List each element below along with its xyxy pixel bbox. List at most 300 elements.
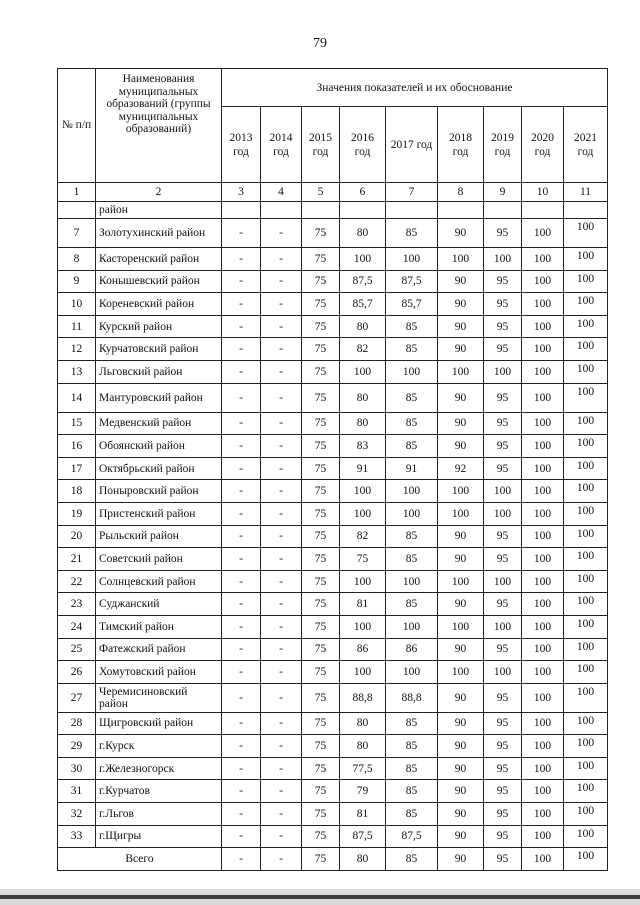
value-cell: 88,8 — [340, 683, 386, 712]
table-row — [58, 248, 608, 271]
value-cell: - — [261, 780, 302, 803]
value-cell: 100 — [386, 661, 438, 684]
value-cell: 95 — [484, 412, 522, 435]
value-cell: 100 — [564, 315, 608, 338]
row-number: 11 — [58, 315, 96, 338]
value-cell: 100 — [564, 480, 608, 503]
value-cell: - — [261, 412, 302, 435]
row-number: 19 — [58, 502, 96, 525]
header-year: 2020 год — [522, 107, 564, 183]
value-cell: - — [261, 248, 302, 271]
value-cell: 100 — [438, 661, 484, 684]
value-cell: 100 — [522, 248, 564, 271]
municipality-name: Пристенский район — [96, 502, 222, 525]
value-cell: 100 — [564, 360, 608, 383]
value-cell: 75 — [340, 548, 386, 571]
value-cell: 100 — [522, 593, 564, 616]
value-cell: 90 — [438, 293, 484, 316]
row-number: 23 — [58, 593, 96, 616]
value-cell: 90 — [438, 757, 484, 780]
value-cell: 82 — [340, 525, 386, 548]
value-cell: 85 — [386, 412, 438, 435]
row-number: 20 — [58, 525, 96, 548]
value-cell: 100 — [564, 293, 608, 316]
value-cell: - — [222, 502, 261, 525]
row-number: 24 — [58, 615, 96, 638]
column-number: 11 — [564, 183, 608, 202]
value-cell: - — [222, 270, 261, 293]
table-row — [58, 502, 608, 525]
value-cell: 100 — [386, 480, 438, 503]
continuation-name-cell: район — [96, 202, 222, 219]
value-cell: 100 — [522, 638, 564, 661]
value-cell: 75 — [302, 548, 340, 571]
row-number: 18 — [58, 480, 96, 503]
value-cell: 100 — [522, 712, 564, 735]
table-row — [58, 412, 608, 435]
value-cell: - — [222, 219, 261, 248]
value-cell: 100 — [522, 570, 564, 593]
table-row — [58, 315, 608, 338]
value-cell: - — [261, 270, 302, 293]
value-cell: 100 — [340, 661, 386, 684]
value-cell: - — [222, 570, 261, 593]
total-label: Всего — [58, 848, 222, 871]
value-cell: 100 — [564, 712, 608, 735]
value-cell: 85 — [386, 803, 438, 826]
value-cell: 100 — [522, 548, 564, 571]
value-cell: - — [222, 248, 261, 271]
table-row — [58, 803, 608, 826]
value-cell: 75 — [302, 615, 340, 638]
municipality-name: Касторенский район — [96, 248, 222, 271]
value-cell: - — [261, 638, 302, 661]
table-row — [58, 593, 608, 616]
header-num: № п/п — [58, 69, 96, 183]
value-cell: 75 — [302, 525, 340, 548]
value-cell: - — [261, 435, 302, 458]
value-cell: - — [222, 803, 261, 826]
column-number: 8 — [438, 183, 484, 202]
value-cell: 100 — [522, 615, 564, 638]
row-number: 15 — [58, 412, 96, 435]
value-cell: - — [261, 383, 302, 412]
value-cell: 100 — [564, 661, 608, 684]
header-year: 2015 год — [302, 107, 340, 183]
value-cell: - — [222, 293, 261, 316]
value-cell: 100 — [340, 360, 386, 383]
value-cell: - — [261, 293, 302, 316]
row-number: 21 — [58, 548, 96, 571]
value-cell: 100 — [564, 219, 608, 248]
value-cell: 75 — [302, 480, 340, 503]
value-cell: 95 — [484, 780, 522, 803]
value-cell: 95 — [484, 825, 522, 848]
value-cell: - — [261, 712, 302, 735]
value-cell: 85 — [386, 593, 438, 616]
value-cell: 85 — [386, 219, 438, 248]
table-row — [58, 219, 608, 248]
total-row — [58, 848, 608, 871]
municipality-name: Поныровский район — [96, 480, 222, 503]
table-row — [58, 735, 608, 758]
value-cell: 100 — [564, 825, 608, 848]
value-cell: - — [222, 525, 261, 548]
value-cell: 90 — [438, 435, 484, 458]
value-cell: 90 — [438, 548, 484, 571]
value-cell: - — [261, 735, 302, 758]
value-cell: 75 — [302, 502, 340, 525]
row-number: 26 — [58, 661, 96, 684]
value-cell: 100 — [340, 480, 386, 503]
value-cell: 100 — [438, 360, 484, 383]
value-cell: 85 — [386, 757, 438, 780]
table-row — [58, 270, 608, 293]
value-cell: 75 — [302, 593, 340, 616]
total-value-cell: 90 — [438, 848, 484, 871]
row-number: 22 — [58, 570, 96, 593]
value-cell: 95 — [484, 593, 522, 616]
table-row — [58, 615, 608, 638]
value-cell: - — [222, 383, 261, 412]
value-cell: 90 — [438, 593, 484, 616]
value-cell: 100 — [564, 338, 608, 361]
value-cell: 100 — [522, 480, 564, 503]
value-cell: 85 — [386, 525, 438, 548]
row-number: 14 — [58, 383, 96, 412]
value-cell: 90 — [438, 270, 484, 293]
header-year: 2017 год — [386, 107, 438, 183]
value-cell: 75 — [302, 457, 340, 480]
value-cell: 91 — [386, 457, 438, 480]
value-cell: 85,7 — [386, 293, 438, 316]
header-name: Наименования муниципальных образований (группы муниципальных образований) — [96, 69, 222, 183]
value-cell: 100 — [522, 338, 564, 361]
value-cell: 100 — [522, 360, 564, 383]
value-cell: 85 — [386, 435, 438, 458]
municipality-name: Фатежский район — [96, 638, 222, 661]
page-number: 79 — [313, 36, 327, 51]
continuation-num-cell — [58, 202, 96, 219]
value-cell: 100 — [386, 248, 438, 271]
value-cell: 100 — [522, 780, 564, 803]
value-cell: 95 — [484, 435, 522, 458]
value-cell: 90 — [438, 803, 484, 826]
value-cell: 85 — [386, 338, 438, 361]
municipality-name: г.Железногорск — [96, 757, 222, 780]
value-cell: - — [261, 570, 302, 593]
total-value-cell: 80 — [340, 848, 386, 871]
value-cell: - — [222, 412, 261, 435]
value-cell: 100 — [484, 248, 522, 271]
value-cell: - — [222, 780, 261, 803]
value-cell: - — [222, 593, 261, 616]
value-cell: 90 — [438, 683, 484, 712]
value-cell: 100 — [438, 502, 484, 525]
value-cell: 80 — [340, 735, 386, 758]
value-cell: - — [222, 480, 261, 503]
value-cell: 87,5 — [386, 825, 438, 848]
value-cell: - — [261, 548, 302, 571]
municipality-name: г.Щигры — [96, 825, 222, 848]
value-cell: 100 — [522, 219, 564, 248]
table-row — [58, 457, 608, 480]
value-cell: 85,7 — [340, 293, 386, 316]
row-number: 25 — [58, 638, 96, 661]
value-cell: 100 — [522, 683, 564, 712]
value-cell: 100 — [522, 757, 564, 780]
value-cell: 100 — [340, 502, 386, 525]
municipality-name: Курский район — [96, 315, 222, 338]
table-row — [58, 293, 608, 316]
value-cell: - — [261, 593, 302, 616]
value-cell: 82 — [340, 338, 386, 361]
value-cell: - — [222, 457, 261, 480]
table-row — [58, 338, 608, 361]
value-cell: - — [222, 712, 261, 735]
value-cell: 100 — [484, 661, 522, 684]
value-cell: - — [222, 638, 261, 661]
value-cell: 100 — [484, 615, 522, 638]
value-cell: 75 — [302, 360, 340, 383]
municipality-name: Суджанский — [96, 593, 222, 616]
total-value-cell: 85 — [386, 848, 438, 871]
value-cell: 100 — [522, 661, 564, 684]
value-cell: 80 — [340, 315, 386, 338]
table-row — [58, 825, 608, 848]
value-cell: 100 — [564, 735, 608, 758]
value-cell: 100 — [386, 570, 438, 593]
value-cell: - — [261, 315, 302, 338]
row-number: 17 — [58, 457, 96, 480]
value-cell: 87,5 — [340, 270, 386, 293]
value-cell: 100 — [340, 248, 386, 271]
value-cell: 90 — [438, 735, 484, 758]
value-cell: - — [261, 457, 302, 480]
value-cell: 90 — [438, 383, 484, 412]
value-cell: 80 — [340, 219, 386, 248]
header-year: 2016 год — [340, 107, 386, 183]
value-cell: 75 — [302, 683, 340, 712]
value-cell: 90 — [438, 412, 484, 435]
value-cell: - — [222, 683, 261, 712]
value-cell: 86 — [340, 638, 386, 661]
value-cell: 100 — [386, 502, 438, 525]
header-year: 2013 год — [222, 107, 261, 183]
municipality-name: Обоянский район — [96, 435, 222, 458]
table-row — [58, 383, 608, 412]
municipality-name: Медвенский район — [96, 412, 222, 435]
value-cell: - — [222, 757, 261, 780]
row-number: 13 — [58, 360, 96, 383]
row-number: 8 — [58, 248, 96, 271]
row-number: 16 — [58, 435, 96, 458]
value-cell: - — [261, 480, 302, 503]
table-row — [58, 525, 608, 548]
value-cell: 100 — [522, 270, 564, 293]
value-cell: 90 — [438, 780, 484, 803]
value-cell: 100 — [522, 412, 564, 435]
value-cell: 100 — [522, 383, 564, 412]
value-cell: - — [222, 338, 261, 361]
value-cell: 75 — [302, 803, 340, 826]
value-cell: 90 — [438, 315, 484, 338]
value-cell: 90 — [438, 219, 484, 248]
column-number: 4 — [261, 183, 302, 202]
value-cell: 80 — [340, 383, 386, 412]
value-cell: 100 — [484, 570, 522, 593]
value-cell: 100 — [564, 525, 608, 548]
value-cell: - — [222, 548, 261, 571]
value-cell: 100 — [564, 683, 608, 712]
value-cell: 85 — [386, 735, 438, 758]
row-number: 31 — [58, 780, 96, 803]
value-cell: - — [261, 360, 302, 383]
value-cell: 75 — [302, 338, 340, 361]
row-number: 7 — [58, 219, 96, 248]
row-number: 12 — [58, 338, 96, 361]
scan-bottom-line — [0, 895, 640, 899]
value-cell: - — [261, 338, 302, 361]
municipality-name: Мантуровский район — [96, 383, 222, 412]
row-number: 10 — [58, 293, 96, 316]
total-value-cell: - — [261, 848, 302, 871]
municipality-name: Черемисиновский район — [96, 683, 222, 712]
column-number: 6 — [340, 183, 386, 202]
value-cell: 95 — [484, 219, 522, 248]
value-cell: 100 — [564, 570, 608, 593]
table-row — [58, 712, 608, 735]
value-cell: 95 — [484, 548, 522, 571]
value-cell: 85 — [386, 712, 438, 735]
header-year: 2014 год — [261, 107, 302, 183]
value-cell: 95 — [484, 315, 522, 338]
value-cell: - — [261, 502, 302, 525]
value-cell: 75 — [302, 270, 340, 293]
value-cell: 100 — [522, 525, 564, 548]
value-cell: 100 — [438, 615, 484, 638]
municipality-name: Октябрьский район — [96, 457, 222, 480]
value-cell: 95 — [484, 457, 522, 480]
header-year: 2019 год — [484, 107, 522, 183]
value-cell: 95 — [484, 525, 522, 548]
municipality-name: Кореневский район — [96, 293, 222, 316]
value-cell: 95 — [484, 712, 522, 735]
column-number: 7 — [386, 183, 438, 202]
value-cell: 100 — [340, 615, 386, 638]
total-value-cell: 100 — [522, 848, 564, 871]
column-number: 5 — [302, 183, 340, 202]
value-cell: 100 — [522, 825, 564, 848]
municipality-name: Рыльский район — [96, 525, 222, 548]
value-cell: 91 — [340, 457, 386, 480]
municipality-name: г.Льгов — [96, 803, 222, 826]
value-cell: 100 — [564, 780, 608, 803]
value-cell: 100 — [564, 435, 608, 458]
value-cell: 81 — [340, 803, 386, 826]
value-cell: 75 — [302, 638, 340, 661]
value-cell: 75 — [302, 735, 340, 758]
value-cell: 95 — [484, 383, 522, 412]
value-cell: 75 — [302, 315, 340, 338]
value-cell: - — [261, 525, 302, 548]
value-cell: 75 — [302, 383, 340, 412]
value-cell: 100 — [438, 248, 484, 271]
row-number: 33 — [58, 825, 96, 848]
value-cell: 100 — [564, 502, 608, 525]
column-number: 3 — [222, 183, 261, 202]
table-row — [58, 570, 608, 593]
value-cell: 100 — [564, 615, 608, 638]
value-cell: 100 — [484, 502, 522, 525]
value-cell: - — [261, 825, 302, 848]
column-number: 9 — [484, 183, 522, 202]
municipality-name: Курчатовский район — [96, 338, 222, 361]
municipality-name: Льговский район — [96, 360, 222, 383]
value-cell: - — [261, 661, 302, 684]
value-cell: 77,5 — [340, 757, 386, 780]
value-cell: 75 — [302, 825, 340, 848]
value-cell: 100 — [340, 570, 386, 593]
total-value-cell: 95 — [484, 848, 522, 871]
value-cell: 88,8 — [386, 683, 438, 712]
value-cell: 100 — [564, 548, 608, 571]
value-cell: 100 — [386, 615, 438, 638]
value-cell: 100 — [564, 638, 608, 661]
header-year: 2021 год — [564, 107, 608, 183]
value-cell: - — [222, 315, 261, 338]
value-cell: 100 — [564, 412, 608, 435]
table-row — [58, 683, 608, 712]
indicator-table — [57, 68, 608, 871]
value-cell: 100 — [564, 270, 608, 293]
value-cell: 75 — [302, 661, 340, 684]
row-number: 27 — [58, 683, 96, 712]
municipality-name: Золотухинский район — [96, 219, 222, 248]
value-cell: 100 — [522, 315, 564, 338]
value-cell: 75 — [302, 712, 340, 735]
table-row — [58, 360, 608, 383]
value-cell: 100 — [522, 293, 564, 316]
row-number: 32 — [58, 803, 96, 826]
municipality-name: Хомутовский район — [96, 661, 222, 684]
value-cell: 90 — [438, 825, 484, 848]
value-cell: 80 — [340, 412, 386, 435]
value-cell: 85 — [386, 315, 438, 338]
value-cell: 100 — [386, 360, 438, 383]
municipality-name: Тимский район — [96, 615, 222, 638]
value-cell: 95 — [484, 293, 522, 316]
total-value-cell: 100 — [564, 848, 608, 871]
column-number: 1 — [58, 183, 96, 202]
value-cell: 83 — [340, 435, 386, 458]
value-cell: 100 — [564, 593, 608, 616]
table-row — [58, 780, 608, 803]
municipality-name: г.Курск — [96, 735, 222, 758]
value-cell: - — [222, 825, 261, 848]
value-cell: 79 — [340, 780, 386, 803]
value-cell: - — [261, 219, 302, 248]
table-row — [58, 435, 608, 458]
table-row — [58, 661, 608, 684]
value-cell: 87,5 — [386, 270, 438, 293]
value-cell: 75 — [302, 757, 340, 780]
value-cell: 95 — [484, 683, 522, 712]
table-row — [58, 480, 608, 503]
value-cell: 95 — [484, 757, 522, 780]
value-cell: 100 — [564, 803, 608, 826]
value-cell: - — [261, 803, 302, 826]
